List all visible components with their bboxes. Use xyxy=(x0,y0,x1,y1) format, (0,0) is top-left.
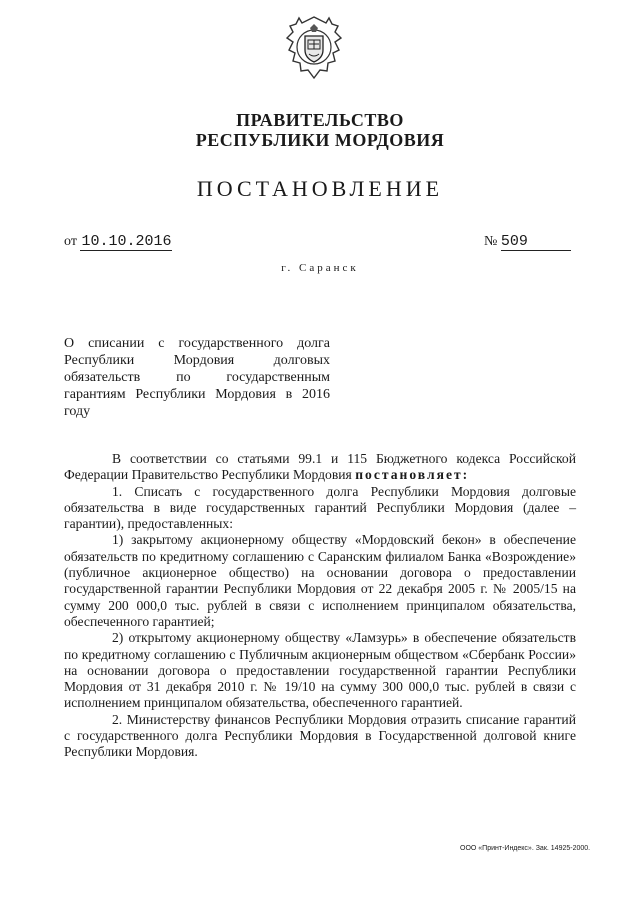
date-value: 10.10.2016 xyxy=(81,233,172,250)
preamble-text: В соответствии со статьями 99.1 и 115 Бюджетного кодекса Российской Федерации Правительство Республики Мордовия xyxy=(64,451,576,483)
paragraph-1-1: 1) закрытому акционерному обществу «Мордовский бекон» в обеспечение обязательств по кредитному соглашению с Саранским филиалом Банка «Возрождение» (публичное акционерное общество) на основании договора о предоставлении государственной гарантии Республики Мордовия от 22 декабря 2005 г. № 2005/15 на сумму 200 000,0 тыс. рублей в связи с исполнением принципалом обязательства, обеспеченного гарантией; xyxy=(64,532,576,629)
date-prefix: от xyxy=(64,234,77,249)
print-footer: ООО «Принт-Индекс». Зак. 14925-2000. xyxy=(460,845,591,852)
paragraph-1-2: 2) открытому акционерному обществу «Ламзурь» в обеспечение обязательств по кредитному соглашению с Публичным акционерным обществом «Сбербанк России» на основании договора о предоставлении государственной гарантии Республики Мордовия от 31 декабря 2010 г. № 19/10 на сумму 300 000,0 тыс. рублей в связи с исполнением принципалом обязательства, обеспеченного гарантией. xyxy=(64,630,576,711)
org-name-line1: ПРАВИТЕЛЬСТВО xyxy=(236,110,404,130)
org-name-line2: РЕСПУБЛИКИ МОРДОВИЯ xyxy=(195,130,445,150)
paragraph-1: 1. Списать с государственного долга Республики Мордовия долговые обязательства в виде государственных гарантий Республики Мордовия (далее – гарантии), предоставленных: xyxy=(64,483,576,532)
preamble-verb: постановляет: xyxy=(355,467,470,483)
city: г. Саранск xyxy=(281,262,359,274)
document-type: ПОСТАНОВЛЕНИЕ xyxy=(196,176,444,201)
number-prefix: № xyxy=(484,234,498,249)
coat-of-arms-emblem xyxy=(283,14,345,82)
paragraph-preamble xyxy=(64,451,576,484)
number-value: 509 xyxy=(501,233,571,251)
document-body xyxy=(64,451,576,761)
date-field xyxy=(64,233,172,250)
paragraph-2: 2. Министерству финансов Республики Мордовия отразить списание гарантий с государственного долга Республики Мордовия в Государственной долговой книге Республики Мордовия. xyxy=(64,711,576,760)
number-field xyxy=(484,233,571,251)
document-subject: О списании с государственного долга Республики Мордовия долговых обязательств по государственным гарантиям Республики Мордовия в 2016 году xyxy=(64,336,330,419)
